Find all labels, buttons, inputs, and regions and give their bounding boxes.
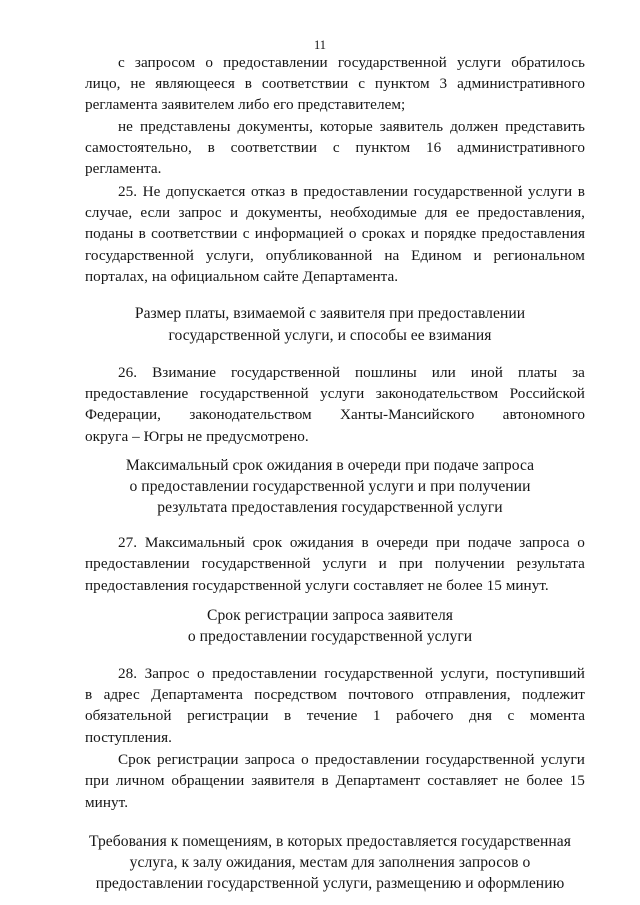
word: подаче <box>467 534 512 551</box>
word: предоставления, <box>477 204 585 221</box>
word: очереди <box>376 534 429 551</box>
word: предоставлении <box>212 665 317 682</box>
word: Запрос <box>144 665 190 682</box>
word: предоставлении <box>85 555 190 572</box>
word: Ханты-Мансийского <box>340 406 475 423</box>
text-line: округа – Югры не предусмотрено. <box>85 428 309 445</box>
text-line <box>118 664 585 683</box>
word: представить <box>505 118 585 135</box>
word: соответствии <box>261 75 349 92</box>
word: при <box>436 534 461 551</box>
word: услуги <box>322 555 367 572</box>
word: регистрации <box>157 751 239 768</box>
word: личном <box>115 772 165 789</box>
word: обратилось <box>511 54 585 71</box>
word: случае, <box>85 204 133 221</box>
word: Едином <box>411 247 462 264</box>
word: платы <box>517 364 558 381</box>
word: Срок <box>118 751 151 768</box>
word: услуги <box>320 385 365 402</box>
word: услуги <box>540 751 585 768</box>
text-line <box>85 706 585 725</box>
word: срок <box>252 534 283 551</box>
word: иной <box>470 364 503 381</box>
word: 28. <box>118 665 138 682</box>
text-line <box>85 224 585 243</box>
word: государственной <box>231 364 341 381</box>
word: услуги <box>456 54 502 71</box>
word: в <box>244 75 253 92</box>
text-line: поступления. <box>85 729 172 746</box>
word: услуги <box>528 183 573 200</box>
word: течение <box>306 707 358 724</box>
section-heading-line: услуга, к залу ожидания, местам для заполнения запросов о <box>129 854 531 871</box>
word: дня <box>468 707 492 724</box>
word: Не <box>142 183 161 200</box>
text-line: минут. <box>85 794 129 811</box>
section-heading-line: государственной услуги, и способы ее взимания <box>168 327 492 344</box>
word: услуги, <box>205 247 254 264</box>
section-heading-line: результата предоставления государственной услуги <box>157 499 503 516</box>
word: допускается <box>165 183 246 200</box>
section-heading-line: Требования к помещениям, в которых предоставляется государственная <box>88 833 572 850</box>
word: запросом <box>134 54 196 71</box>
word: с <box>358 75 366 92</box>
word: услуги, <box>440 665 489 682</box>
word: не <box>130 75 146 92</box>
word: 15 <box>569 772 585 789</box>
text-line: регламента. <box>85 160 162 177</box>
word: обязательной <box>85 707 172 724</box>
word: 16 <box>425 139 442 156</box>
section-heading-line: Срок регистрации запроса заявителя <box>207 607 453 624</box>
word: предоставлении <box>314 751 420 768</box>
word: и <box>410 225 419 242</box>
word: 3 <box>439 75 448 92</box>
text-line <box>85 203 585 222</box>
word: более <box>526 772 563 789</box>
section-heading-line: предоставлении государственной услуги, размещению и оформлению <box>95 875 565 892</box>
word: в <box>361 534 369 551</box>
word: момента <box>529 707 585 724</box>
word: государственной <box>324 665 434 682</box>
word: административного <box>457 75 585 92</box>
word: в <box>138 225 146 242</box>
word: пунктом <box>355 139 411 156</box>
word: при <box>85 772 109 789</box>
word: в <box>321 772 329 789</box>
word: на <box>384 247 400 264</box>
text-line <box>118 182 585 201</box>
word: должен <box>450 118 499 135</box>
word: если <box>140 204 171 221</box>
word: государственной <box>201 555 311 572</box>
word: о <box>577 534 585 551</box>
text-line <box>118 533 585 552</box>
word: сроках <box>361 225 406 242</box>
word: в <box>284 707 292 724</box>
word: порядке <box>424 225 477 242</box>
text-line <box>85 384 585 403</box>
word: для <box>425 204 448 221</box>
text-line <box>118 53 585 72</box>
word: соответствии <box>230 139 318 156</box>
text-line: регламента заявителем либо его представителем; <box>85 96 406 113</box>
word: Максимальный <box>144 534 245 551</box>
word: 25. <box>118 183 138 200</box>
text-line <box>85 685 585 704</box>
word: соответствии <box>151 225 238 242</box>
word: Департамента <box>151 686 243 703</box>
word: являющееся <box>155 75 235 92</box>
word: не <box>504 772 520 789</box>
text-line <box>118 363 585 382</box>
word: отказ <box>250 183 286 200</box>
word: подлежит <box>521 686 585 703</box>
word: о <box>205 54 213 71</box>
word: с <box>332 139 340 156</box>
word: обращении <box>171 772 245 789</box>
word: ожидания <box>289 534 354 551</box>
word: в <box>207 139 215 156</box>
word: запроса <box>244 751 295 768</box>
section-heading-line: о предоставлении государственной услуги и при получении <box>129 478 531 495</box>
word: о <box>301 751 309 768</box>
word: государственной <box>337 54 447 71</box>
text-line <box>85 74 585 93</box>
word: 1 <box>372 707 381 724</box>
word: пошлины <box>355 364 417 381</box>
word: с <box>118 54 125 71</box>
word: с <box>242 225 250 242</box>
word: предоставлении <box>223 54 328 71</box>
word: Департамент <box>335 772 421 789</box>
word: представлены <box>139 118 231 135</box>
word: не <box>118 118 133 135</box>
page-number: 11 <box>313 38 327 52</box>
section-heading-line: о предоставлении государственной услуги <box>187 628 473 645</box>
word: за <box>572 364 585 381</box>
word: Федерации, <box>85 406 162 423</box>
word: отправления, <box>425 686 511 703</box>
text-line <box>85 554 585 573</box>
text-line <box>85 138 585 157</box>
word: административного <box>457 139 585 156</box>
word: в <box>85 686 93 703</box>
word: государственной <box>85 247 194 264</box>
word: или <box>431 364 456 381</box>
word: информацией <box>254 225 344 242</box>
text-line <box>118 750 585 769</box>
word: запрос <box>178 204 222 221</box>
section-heading-line: Максимальный срок ожидания в очереди при подаче запроса <box>125 457 535 474</box>
word: 26. <box>118 364 138 381</box>
word: при <box>398 555 423 572</box>
word: составляет <box>427 772 498 789</box>
word: заявитель <box>379 118 444 135</box>
word: и <box>378 555 387 572</box>
word: государственной <box>413 183 523 200</box>
word: поданы <box>85 225 134 242</box>
word: Взимание <box>152 364 217 381</box>
word: и <box>473 247 482 264</box>
word: законодательством <box>189 406 312 423</box>
word: самостоятельно, <box>85 139 192 156</box>
word: документы, <box>246 204 322 221</box>
word: опубликованной <box>265 247 373 264</box>
word: получении <box>434 555 505 572</box>
text-line <box>85 771 585 790</box>
text-line <box>118 117 585 136</box>
word: и <box>229 204 239 221</box>
text-line: предоставления государственной услуги составляет не более 15 минут. <box>85 577 549 594</box>
word: предоставление <box>85 385 189 402</box>
word: региональном <box>493 247 585 264</box>
word: 27. <box>118 534 138 551</box>
word: рабочего <box>396 707 454 724</box>
text-line <box>85 246 585 265</box>
word: посредством <box>254 686 337 703</box>
word: поступивший <box>496 665 585 682</box>
word: в <box>290 183 298 200</box>
word: пунктом <box>374 75 430 92</box>
word: предоставления <box>481 225 585 242</box>
word: государственной <box>199 385 309 402</box>
text-line: порталах, на официальном сайте Департамента. <box>85 268 399 285</box>
word: предоставлении <box>303 183 409 200</box>
word: ее <box>455 204 470 221</box>
word: запроса <box>519 534 570 551</box>
word: о <box>196 665 205 682</box>
word: адрес <box>103 686 140 703</box>
word: документы, <box>237 118 313 135</box>
text-line <box>85 405 585 424</box>
word: заявителя <box>251 772 315 789</box>
word: государственной <box>425 751 535 768</box>
word: лицо, <box>85 75 121 92</box>
word: о <box>348 225 357 242</box>
word: с <box>507 707 515 724</box>
section-heading-line: Размер платы, взимаемой с заявителя при предоставлении <box>134 305 526 322</box>
word: которые <box>319 118 373 135</box>
word: в <box>577 183 585 200</box>
word: законодательством <box>375 385 499 402</box>
word: регистрации <box>187 707 269 724</box>
word: автономного <box>502 406 585 423</box>
word: почтового <box>348 686 414 703</box>
word: Российской <box>509 385 585 402</box>
word: результата <box>516 555 585 572</box>
word: необходимые <box>330 204 417 221</box>
